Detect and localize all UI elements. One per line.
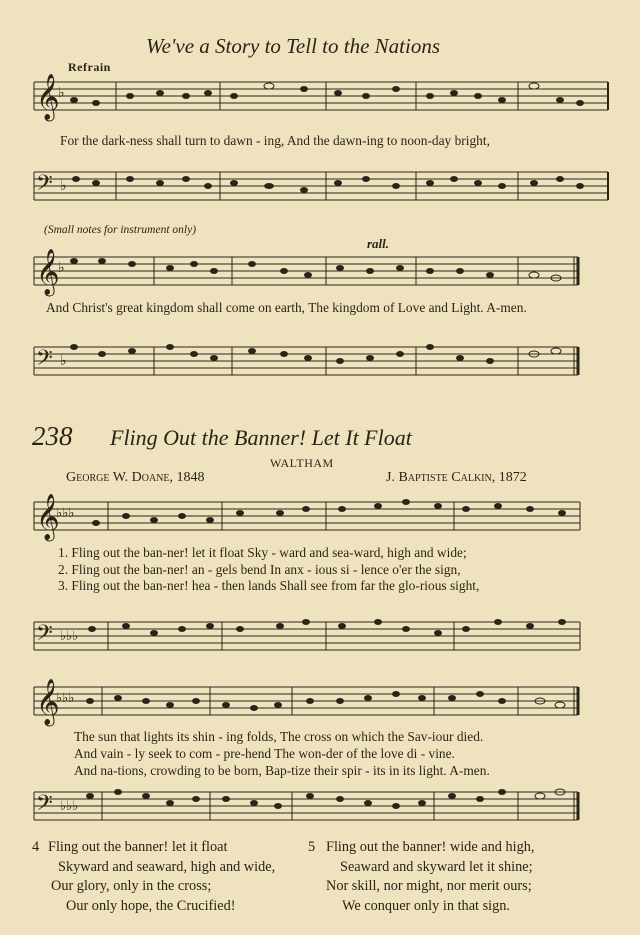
svg-text:𝄢: 𝄢 <box>36 791 53 821</box>
staff-lines-treble <box>34 74 610 120</box>
stanza-line: Fling out the banner! wide and high, <box>326 839 535 855</box>
lyric-line: For the dark-ness shall turn to dawn - ing, And the dawn-ing to noon-day bright, <box>60 133 490 148</box>
hymn-title: Fling Out the Banner! Let It Float <box>110 425 412 450</box>
svg-text:𝄢: 𝄢 <box>36 346 53 376</box>
staff-lines-treble <box>34 494 610 540</box>
composer-credit: J. Baptiste Calkin, 1872 <box>386 470 527 485</box>
music-staff <box>34 170 610 204</box>
lyric-line: And Christ's great kingdom shall come on earth, The kingdom of Love and Light. A-men. <box>46 300 527 315</box>
stanza-number: 5 <box>308 839 316 855</box>
tune-name: WALTHAM <box>270 456 334 470</box>
staff-lines-bass <box>34 790 610 824</box>
noteheads <box>92 499 566 526</box>
author-credit: George W. Doane, 1848 <box>66 470 205 485</box>
stanza-line: Seaward and skyward let it shine; <box>340 858 533 875</box>
staff-lines-treble <box>34 679 610 725</box>
stanza-line: Fling out the banner! let it float <box>48 839 228 855</box>
music-staff <box>34 790 610 824</box>
music-staff <box>34 249 610 295</box>
stanza-line: We conquer only in that sign. <box>342 897 510 914</box>
music-staff <box>34 74 610 120</box>
stanza-line: Our glory, only in the cross; <box>51 878 212 894</box>
lyric-line: And vain - ly seek to com - pre-hend The won-der of the love di - vine. <box>74 746 455 761</box>
svg-text:♭♭♭: ♭♭♭ <box>60 798 79 813</box>
music-staff <box>34 679 610 725</box>
stanza-line: Nor skill, nor might, nor merit ours; <box>326 878 532 894</box>
svg-text:♭: ♭ <box>58 261 65 276</box>
instrument-note: (Small notes for instrument only) <box>44 224 197 236</box>
svg-text:♭: ♭ <box>60 354 67 369</box>
staff-lines-bass <box>34 170 610 204</box>
hymn-number: 238 <box>32 421 73 451</box>
verse-block <box>74 728 490 779</box>
svg-text:𝄢: 𝄢 <box>36 171 53 201</box>
verse-block <box>58 545 479 595</box>
music-staff <box>34 494 610 540</box>
svg-text:𝄞: 𝄞 <box>36 679 60 725</box>
tempo-mark: rall. <box>367 236 390 251</box>
stanza-line: Our only hope, the Crucified! <box>66 897 236 914</box>
svg-text:♭: ♭ <box>58 86 65 101</box>
staff-lines-treble <box>34 249 610 295</box>
lyric-line: 1. Fling out the ban-ner! let it float Sky - ward and sea-ward, high and wide; <box>58 545 467 560</box>
lyric-line: And na-tions, crowding to be born, Bap-tize their spir - its in its light. A-men. <box>74 763 490 778</box>
stanza-block <box>326 838 534 916</box>
staff-lines-bass <box>34 345 610 379</box>
svg-text:♭: ♭ <box>60 179 67 194</box>
music-staff <box>34 345 610 379</box>
lyric-line: 3. Fling out the ban-ner! hea - then lands Shall see from far the glo-rious sight, <box>58 578 480 593</box>
stanza-line: Skyward and seaward, high and wide, <box>58 858 276 875</box>
stanza-number: 4 <box>32 839 40 855</box>
lyric-line: The sun that lights its shin - ing folds, The cross on which the Sav-iour died. <box>74 729 484 744</box>
svg-text:♭♭♭: ♭♭♭ <box>60 628 79 643</box>
hymn-title-top: We've a Story to Tell to the Nations <box>146 34 441 58</box>
refrain-label: Refrain <box>68 60 111 74</box>
svg-text:𝄞: 𝄞 <box>36 74 60 120</box>
svg-text:♭♭♭: ♭♭♭ <box>56 505 75 520</box>
svg-text:𝄞: 𝄞 <box>36 249 60 295</box>
staff-lines-bass <box>34 620 610 654</box>
music-staff <box>34 620 610 654</box>
svg-text:♭♭♭: ♭♭♭ <box>56 690 75 705</box>
svg-text:𝄞: 𝄞 <box>36 494 60 540</box>
stanza-block <box>48 838 275 916</box>
svg-text:𝄢: 𝄢 <box>36 621 53 651</box>
lyric-line: 2. Fling out the ban-ner! an - gels bend In anx - ious si - lence o'er the sign, <box>58 561 461 577</box>
